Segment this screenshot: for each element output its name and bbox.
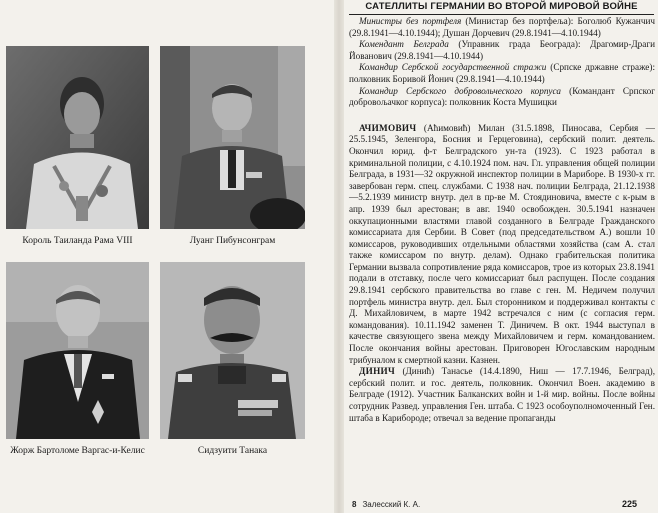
- role-label: Командир Сербского добровольческого корпуса: [359, 85, 561, 96]
- article-headword: ДИНИЧ: [359, 366, 396, 377]
- role-label: Министры без портфеля: [359, 16, 462, 26]
- article-text: (Аћимовић) Милан (31.5.1898, Пиносава, Сербия — 25.5.1945, Зеленгора, Босния и Герцеговина), сербский полит. деятель. Окончил юрид. ф-т Белградского ун-та (1923). С 1923 работал в криминальной полиции, с 4.10.1924 пом. нач. Гл. управления общей полиции Белграда, в 1931—32 окружной инспектор полиции в Мариборе. В 1930-х гг. завербован герм. спец. службами. С 1938 нач. полиции Белграда, 21.12.1938—5.2.1939 министр внутр. дел в пр-ве М. Стоядиновича, вместе с к-рым в апр. 1939 был арестован; в авг. 1940 освобожден. 30.5.1941 назначен оккупационными властями главой созданного в Белграде Гражданского комиссариата для Сербии. В Совет (под председательством А.) вошли 10 комиссаров, руководивших отдельными областями хозяйства (сам А. стал также комиссаром по внутр. делам). Однако грабительская политика Германии вызвала сопротивление ряда комиссаров, трое из которых 23.8.1941 подали в отставку, после чего комиссариат был распущен. После создания 29.8.1941 сербского правительства во главе с ген. М. Недичем получил портфель министра внутр. дел. Был сторонником и поддерживал контакты с Д. Михайловичем, в марте 1942 встречался с ним (с согласия герм. командования). 10.11.1942 заменен Т. Диничем. В окт. 1944 выступал в качестве связующего звена между Михайловичем и герм. командованием. После окончания войны арестован. Приговорен Югославским народным трибуналом к смертной казни. Казнен.: [349, 122, 655, 365]
- role-text: (Командант Српског добровољачког корпуса): полковник Коста Мушицки: [349, 85, 655, 108]
- footer-marker: 8: [352, 500, 357, 509]
- role-entry: [349, 62, 655, 85]
- page-gutter: [334, 0, 344, 513]
- photo-caption: Сидзуити Танака: [197, 446, 268, 456]
- section-gap: [349, 109, 655, 123]
- header-rule: [349, 14, 654, 15]
- role-label: Командир Сербской государственной стражи: [359, 62, 547, 73]
- article-achimovich: [349, 123, 655, 366]
- role-text: (Српске државне страже): полковник Боривой Йонич (29.8.1941—4.10.1944): [349, 62, 655, 84]
- body-text: [349, 16, 655, 424]
- role-label: Комендант Белграда: [359, 39, 449, 50]
- article-text: (Динић) Танасье (14.4.1890, Ниш — 17.7.1946, Белград), сербский полит. и гос. деятель, полковник. Окончил Воен. академию в Белграде (1912). Участник Балканских войн и 1-й мир. войны. После войны сотрудник Развед. управления Ген. штаба. С 1923 особоуполномоченный Ген. штаба в Карибороде; отвечал за ведение пропаганды: [349, 366, 655, 423]
- photo-caption: Король Таиланда Рама VIII: [22, 236, 133, 246]
- photo-luang-phibun: [160, 46, 305, 229]
- photo-caption: Жорж Бартоломе Варгас-и-Келис: [10, 446, 145, 456]
- photo-king-rama: [6, 46, 149, 229]
- footer-signature: [352, 500, 420, 509]
- photo-caption: Луанг Пибунсонграм: [189, 236, 276, 246]
- role-entry: [349, 86, 655, 109]
- role-text: (Управник града Београда): Драгомир-Драги Йованович (29.8.1941—4.10.1944): [349, 39, 656, 61]
- article-headword: АЧИМОВИЧ: [359, 122, 417, 133]
- role-entry: [349, 39, 655, 62]
- photo-tanaka: [160, 262, 305, 439]
- role-text: (Министар без портфеља): Боголюб Кужанчич (29.8.1941—4.10.1944); Душан Дорчевич (29.8.1941—4.10.1944): [349, 16, 655, 38]
- running-header: САТЕЛЛИТЫ ГЕРМАНИИ ВО ВТОРОЙ МИРОВОЙ ВОЙНЕ: [365, 1, 638, 12]
- footer-author: Залесский К. А.: [362, 500, 421, 509]
- article-dinich: [349, 366, 655, 424]
- role-entry: [349, 16, 655, 39]
- photo-vargas: [6, 262, 149, 439]
- page-number: 225: [622, 499, 638, 509]
